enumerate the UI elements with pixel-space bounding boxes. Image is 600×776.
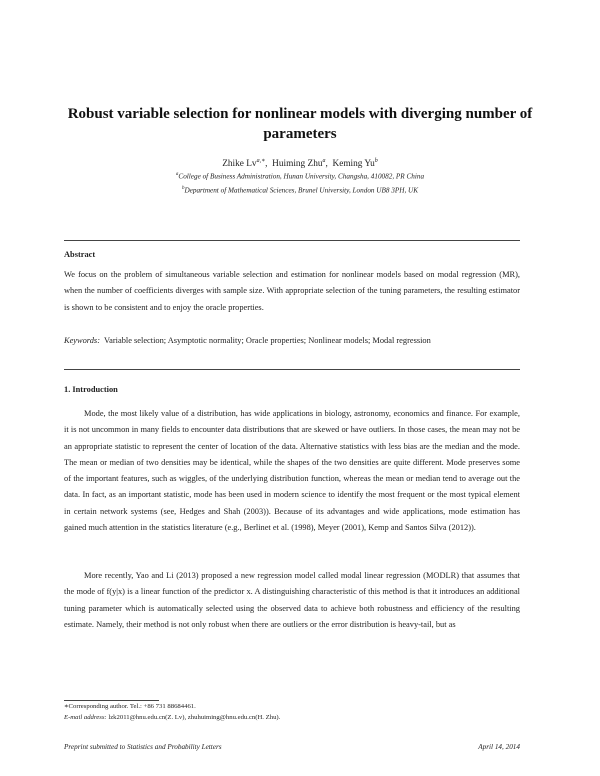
email-label: E-mail address:: [64, 714, 107, 721]
author-name: Keming Yu: [332, 159, 375, 170]
author-name: Zhike Lv: [222, 159, 257, 170]
affiliation-text: College of Business Administration, Hunan University, Changsha, 410082, PR China: [178, 172, 425, 181]
abstract-heading: Abstract: [64, 250, 96, 259]
keywords-label: Keywords:: [64, 336, 100, 345]
author-mark: a: [322, 158, 326, 164]
footer-date: April 14, 2014: [478, 743, 520, 751]
author-mark: a,∗: [256, 158, 266, 164]
divider: [64, 240, 520, 241]
email-text: lzk2011@hnu.edu.cn(Z. Lv), zhuhuiming@hnu.edu.cn(H. Zhu).: [108, 714, 281, 721]
intro-paragraph: Mode, the most likely value of a distribution, has wide applications in biology, astronomy, economics and finance. For example, it is not uncommon in many fields to encounter data distributions that are skewed or have outliers. In those cases, the mean may not be an appropriate statistic to represent the center of location of the data. Alternative statistics with less bias are the median and the mode. The mean or median of two densities may be identical, while the shapes of the two densities are quite different. Mode preserves some of the important features, such as wiggles, of the underlying distribution function, whereas the mean or median tend to average out the data. In fact, as an important statistic, mode has been used in modern science to identify the most frequent or the most typical element in certain network systems (see, Hedges and Shah (2003)). Because of its advantages and wide applications, mode estimation has gained much attention in the statistics literature (e.g., Berlinet et al. (1998), Meyer (2001), Kemp and Santos Silva (2012)).: [64, 409, 520, 533]
intro-paragraph: More recently, Yao and Li (2013) proposed a new regression model called modal linear regression (MODLR) that assumes that the mode of f(y|x) is a linear function of the predictor x. A distinguishing characteristic of this method is that it introduces an additional tuning parameter which is automatically selected using the observed data to achieve both robustness and efficiency of the resulting estimate. Namely, their method is not only robust when there are outliers or the error distribution is heavy-tail, but as: [64, 571, 520, 629]
footnote-email: [64, 712, 280, 723]
footnote-corresponding: ∗Corresponding author. Tel.: +86 731 88684461.: [64, 703, 196, 710]
footer-journal: Preprint submitted to Statistics and Probability Letters: [64, 743, 222, 751]
author-line: Zhike $Lv^{a,∗}$, Huiming Zhu$^a$, Keming Yu$^b$: [222, 158, 378, 170]
paper-title: Robust variable selection for nonlinear models with diverging number of parameters: [67, 106, 533, 142]
affiliation-mark: a: [175, 172, 179, 177]
author-mark: b: [374, 158, 378, 164]
divider: [64, 369, 520, 370]
abstract-text: We focus on the problem of simultaneous variable selection and estimation for nonlinear models based on modal regression (MR), when the number of coefficients diverges with sample size. With appropriate selection of the tuning parameters, the resulting estimator is shown to be consistent and to enjoy the oracle properties.: [64, 270, 520, 312]
keywords-text: Variable selection; Asymptotic normality; Oracle properties; Nonlinear models; Modal regression: [104, 336, 431, 345]
affiliation: [0, 186, 600, 194]
affiliation-mark: b: [181, 186, 185, 191]
affiliation-text: Department of Mathematical Sciences, Brunel University, London UB8 3PH, UK: [184, 186, 419, 195]
keywords: [64, 333, 520, 349]
affiliation: [0, 172, 600, 180]
section-heading: 1. Introduction: [64, 385, 118, 394]
author-name: Huiming Zhu: [272, 159, 323, 170]
